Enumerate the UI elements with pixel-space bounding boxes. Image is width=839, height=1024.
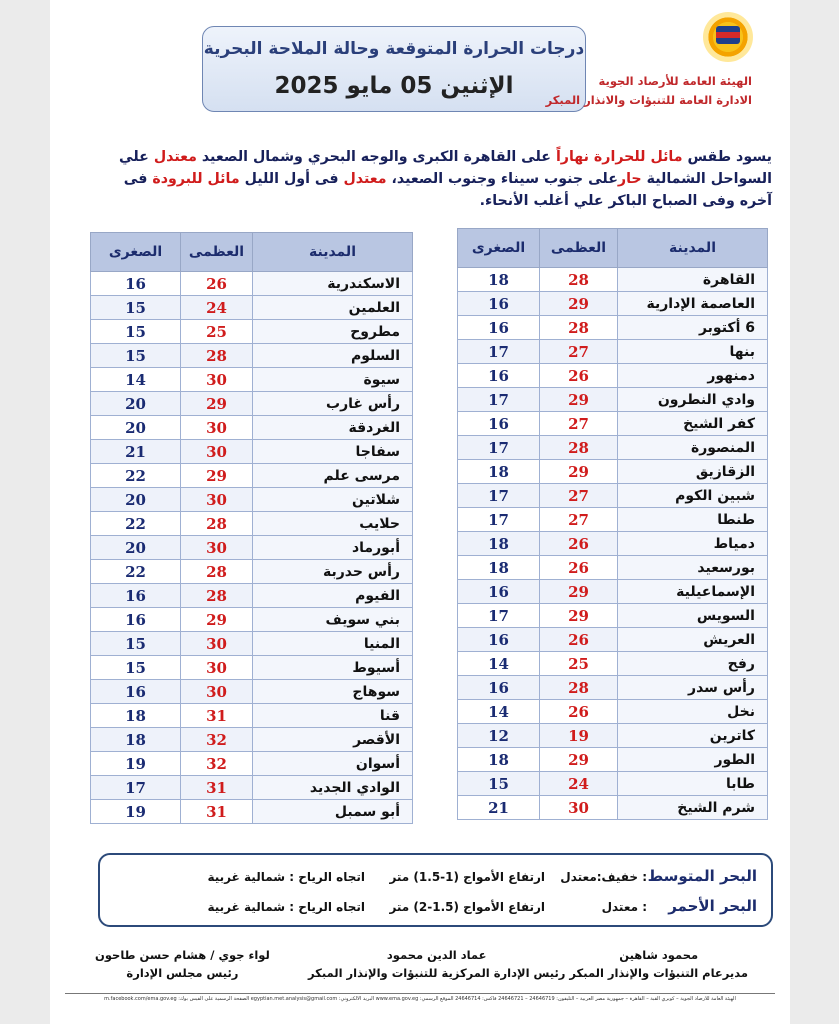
org-department: الادارة العامة للتنبؤات والانذار المبكر bbox=[545, 93, 752, 107]
max-temp: 28 bbox=[181, 512, 253, 536]
min-temp: 15 bbox=[458, 772, 540, 796]
city-row bbox=[91, 608, 413, 632]
max-temp: 19 bbox=[540, 724, 618, 748]
city-row bbox=[458, 580, 768, 604]
city-row bbox=[91, 272, 413, 296]
wind-direction: اتجاه الرياح : شمالية غربية bbox=[207, 870, 365, 884]
max-temp: 28 bbox=[540, 316, 618, 340]
max-temp: 31 bbox=[181, 704, 253, 728]
wind-direction: اتجاه الرياح : شمالية غربية bbox=[207, 900, 365, 914]
max-temp: 30 bbox=[181, 656, 253, 680]
max-temp: 29 bbox=[540, 388, 618, 412]
city-row bbox=[458, 316, 768, 340]
col-header-min: الصغرى bbox=[91, 233, 181, 272]
sea-state: : خفيف:معتدل bbox=[560, 870, 647, 884]
min-temp: 15 bbox=[91, 296, 181, 320]
title-box bbox=[202, 26, 586, 112]
city-name: الأقصر bbox=[253, 728, 413, 752]
max-temp: 30 bbox=[181, 416, 253, 440]
signature-left bbox=[95, 948, 270, 980]
city-row bbox=[458, 436, 768, 460]
max-temp: 26 bbox=[540, 628, 618, 652]
max-temp: 32 bbox=[181, 752, 253, 776]
max-temp: 30 bbox=[181, 368, 253, 392]
city-row bbox=[458, 556, 768, 580]
bulletin-date: الإثنين 05 مايو 2025 bbox=[274, 73, 514, 99]
min-temp: 16 bbox=[458, 316, 540, 340]
max-temp: 27 bbox=[540, 484, 618, 508]
min-temp: 14 bbox=[458, 700, 540, 724]
min-temp: 17 bbox=[458, 436, 540, 460]
city-name: رفح bbox=[618, 652, 768, 676]
max-temp: 29 bbox=[540, 460, 618, 484]
min-temp: 19 bbox=[91, 752, 181, 776]
city-row bbox=[91, 752, 413, 776]
city-row bbox=[91, 416, 413, 440]
col-header-min: الصغرى bbox=[458, 229, 540, 268]
max-temp: 24 bbox=[540, 772, 618, 796]
city-row bbox=[458, 388, 768, 412]
footer-divider bbox=[65, 993, 775, 994]
max-temp: 27 bbox=[540, 508, 618, 532]
city-row bbox=[458, 508, 768, 532]
sea-name: البحر المتوسط bbox=[647, 867, 757, 885]
city-row bbox=[458, 652, 768, 676]
city-row bbox=[91, 656, 413, 680]
max-temp: 25 bbox=[181, 320, 253, 344]
signatory-name: عماد الدين محمود bbox=[386, 948, 487, 962]
city-name: شرم الشيخ bbox=[618, 796, 768, 820]
min-temp: 21 bbox=[458, 796, 540, 820]
city-name: نخل bbox=[618, 700, 768, 724]
min-temp: 18 bbox=[91, 704, 181, 728]
max-temp: 30 bbox=[181, 536, 253, 560]
city-row bbox=[91, 464, 413, 488]
min-temp: 20 bbox=[91, 416, 181, 440]
bulletin-title: درجات الحرارة المتوقعة وحالة الملاحة البحرية bbox=[203, 39, 585, 59]
city-row bbox=[458, 292, 768, 316]
city-row bbox=[91, 296, 413, 320]
min-temp: 17 bbox=[91, 776, 181, 800]
max-temp: 26 bbox=[540, 556, 618, 580]
city-row bbox=[458, 796, 768, 820]
city-name: الاسكندرية bbox=[253, 272, 413, 296]
min-temp: 16 bbox=[91, 584, 181, 608]
city-name: السويس bbox=[618, 604, 768, 628]
city-name: رأس حدربة bbox=[253, 560, 413, 584]
max-temp: 30 bbox=[540, 796, 618, 820]
col-header-city: المدينة bbox=[253, 233, 413, 272]
city-name: الفيوم bbox=[253, 584, 413, 608]
city-row bbox=[91, 704, 413, 728]
city-name: وادي النطرون bbox=[618, 388, 768, 412]
max-temp: 28 bbox=[181, 584, 253, 608]
min-temp: 16 bbox=[458, 364, 540, 388]
city-row bbox=[91, 632, 413, 656]
signatory-name: لواء جوي / هشام حسن طاحون bbox=[95, 948, 270, 962]
col-header-max: العظمى bbox=[540, 229, 618, 268]
city-name: طابا bbox=[618, 772, 768, 796]
max-temp: 27 bbox=[540, 412, 618, 436]
city-name: كفر الشيخ bbox=[618, 412, 768, 436]
max-temp: 26 bbox=[540, 364, 618, 388]
city-name: كاترين bbox=[618, 724, 768, 748]
city-row bbox=[458, 748, 768, 772]
min-temp: 16 bbox=[458, 580, 540, 604]
city-name: مرسى علم bbox=[253, 464, 413, 488]
city-name: المنيا bbox=[253, 632, 413, 656]
city-row bbox=[91, 560, 413, 584]
max-temp: 30 bbox=[181, 632, 253, 656]
max-temp: 28 bbox=[540, 268, 618, 292]
ema-logo-icon bbox=[703, 12, 753, 62]
max-temp: 29 bbox=[540, 580, 618, 604]
max-temp: 30 bbox=[181, 680, 253, 704]
sea-row-red-sea bbox=[100, 897, 771, 919]
min-temp: 22 bbox=[91, 512, 181, 536]
city-row bbox=[458, 676, 768, 700]
min-temp: 17 bbox=[458, 508, 540, 532]
min-temp: 16 bbox=[458, 412, 540, 436]
city-name: الوادي الجديد bbox=[253, 776, 413, 800]
max-temp: 24 bbox=[181, 296, 253, 320]
min-temp: 17 bbox=[458, 604, 540, 628]
city-name: أبورماد bbox=[253, 536, 413, 560]
min-temp: 17 bbox=[458, 388, 540, 412]
city-row bbox=[91, 776, 413, 800]
city-name: السلوم bbox=[253, 344, 413, 368]
city-name: رأس سدر bbox=[618, 676, 768, 700]
city-name: 6 أكتوبر bbox=[618, 316, 768, 340]
city-row bbox=[458, 532, 768, 556]
max-temp: 26 bbox=[540, 700, 618, 724]
min-temp: 18 bbox=[458, 748, 540, 772]
max-temp: 28 bbox=[540, 436, 618, 460]
min-temp: 20 bbox=[91, 488, 181, 512]
temperature-table-right bbox=[457, 228, 768, 820]
min-temp: 18 bbox=[458, 460, 540, 484]
city-row bbox=[91, 344, 413, 368]
min-temp: 20 bbox=[91, 536, 181, 560]
city-name: سوهاج bbox=[253, 680, 413, 704]
min-temp: 14 bbox=[458, 652, 540, 676]
footer-contact: الهيئة العامة للأرصاد الجوية – كوبري القبة – القاهرة – جمهورية مصر العربية – التليفون: 24646719 – 24646721 فاكس: 24646714 الموقع الرسمي: www.ema.gov.eg البريد الالكتروني: egyptian.met.analysis@gmail.com الصفحة الرسمية على الفيس بوك: m.facebook.com/ema.gov.eg bbox=[104, 996, 736, 1002]
city-name: الغردقة bbox=[253, 416, 413, 440]
min-temp: 18 bbox=[458, 556, 540, 580]
min-temp: 16 bbox=[91, 680, 181, 704]
city-row bbox=[458, 772, 768, 796]
city-name: شبين الكوم bbox=[618, 484, 768, 508]
min-temp: 22 bbox=[91, 464, 181, 488]
col-header-city: المدينة bbox=[618, 229, 768, 268]
city-row bbox=[458, 412, 768, 436]
min-temp: 18 bbox=[458, 532, 540, 556]
sea-row-mediterranean bbox=[100, 867, 771, 889]
min-temp: 16 bbox=[91, 608, 181, 632]
sea-name: البحر الأحمر bbox=[668, 897, 757, 915]
max-temp: 28 bbox=[181, 560, 253, 584]
min-temp: 16 bbox=[91, 272, 181, 296]
min-temp: 12 bbox=[458, 724, 540, 748]
wave-height: ارتفاع الأمواج (1-1.5) متر bbox=[389, 870, 545, 884]
bulletin-page bbox=[50, 0, 790, 1024]
city-name: العريش bbox=[618, 628, 768, 652]
city-name: رأس غارب bbox=[253, 392, 413, 416]
max-temp: 26 bbox=[181, 272, 253, 296]
city-name: دمنهور bbox=[618, 364, 768, 388]
city-name: أسيوط bbox=[253, 656, 413, 680]
max-temp: 29 bbox=[181, 392, 253, 416]
city-name: حلايب bbox=[253, 512, 413, 536]
city-row bbox=[458, 340, 768, 364]
signatory-title: رئيس الإدارة المركزية للتنبؤات والإنذار المبكر bbox=[308, 966, 566, 980]
min-temp: 22 bbox=[91, 560, 181, 584]
max-temp: 29 bbox=[540, 292, 618, 316]
min-temp: 19 bbox=[91, 800, 181, 824]
signature-middle bbox=[308, 948, 565, 980]
city-name: الزقازيق bbox=[618, 460, 768, 484]
sea-state: : معتدل bbox=[601, 900, 647, 914]
city-row bbox=[91, 320, 413, 344]
city-name: الطور bbox=[618, 748, 768, 772]
max-temp: 29 bbox=[540, 748, 618, 772]
city-name: دمياط bbox=[618, 532, 768, 556]
max-temp: 31 bbox=[181, 776, 253, 800]
city-name: بنها bbox=[618, 340, 768, 364]
city-row bbox=[458, 604, 768, 628]
city-name: أسوان bbox=[253, 752, 413, 776]
max-temp: 30 bbox=[181, 440, 253, 464]
city-row bbox=[458, 364, 768, 388]
min-temp: 17 bbox=[458, 340, 540, 364]
max-temp: 26 bbox=[540, 532, 618, 556]
temperature-table-left bbox=[90, 232, 413, 824]
city-name: العاصمة الإدارية bbox=[618, 292, 768, 316]
wave-height: ارتفاع الأمواج (1.5-2) متر bbox=[389, 900, 545, 914]
col-header-max: العظمى bbox=[181, 233, 253, 272]
city-row bbox=[91, 800, 413, 824]
signatory-title: مديرعام التنبؤات والإنذار المبكر bbox=[569, 966, 748, 980]
city-row bbox=[91, 440, 413, 464]
city-name: المنصورة bbox=[618, 436, 768, 460]
min-temp: 14 bbox=[91, 368, 181, 392]
min-temp: 15 bbox=[91, 656, 181, 680]
city-row bbox=[458, 460, 768, 484]
city-row bbox=[91, 512, 413, 536]
max-temp: 30 bbox=[181, 488, 253, 512]
min-temp: 17 bbox=[458, 484, 540, 508]
city-name: العلمين bbox=[253, 296, 413, 320]
city-row bbox=[91, 488, 413, 512]
min-temp: 21 bbox=[91, 440, 181, 464]
city-name: قنا bbox=[253, 704, 413, 728]
city-name: أبو سمبل bbox=[253, 800, 413, 824]
city-name: القاهرة bbox=[618, 268, 768, 292]
min-temp: 18 bbox=[458, 268, 540, 292]
max-temp: 32 bbox=[181, 728, 253, 752]
max-temp: 29 bbox=[181, 608, 253, 632]
signatory-name: محمود شاهين bbox=[619, 948, 699, 962]
city-name: بني سويف bbox=[253, 608, 413, 632]
min-temp: 15 bbox=[91, 344, 181, 368]
city-row bbox=[458, 484, 768, 508]
city-row bbox=[458, 628, 768, 652]
city-row bbox=[458, 700, 768, 724]
city-row bbox=[91, 680, 413, 704]
min-temp: 16 bbox=[458, 628, 540, 652]
min-temp: 20 bbox=[91, 392, 181, 416]
org-name: الهيئة العامة للأرصاد الجوية bbox=[598, 74, 752, 88]
city-name: شلاتين bbox=[253, 488, 413, 512]
max-temp: 28 bbox=[540, 676, 618, 700]
city-name: سيوة bbox=[253, 368, 413, 392]
city-name: مطروح bbox=[253, 320, 413, 344]
city-name: سفاجا bbox=[253, 440, 413, 464]
city-row bbox=[91, 584, 413, 608]
min-temp: 15 bbox=[91, 320, 181, 344]
city-row bbox=[91, 392, 413, 416]
min-temp: 16 bbox=[458, 292, 540, 316]
city-name: الإسماعيلية bbox=[618, 580, 768, 604]
signatory-title: رئيس مجلس الإدارة bbox=[126, 966, 239, 980]
city-row bbox=[91, 368, 413, 392]
max-temp: 27 bbox=[540, 340, 618, 364]
max-temp: 25 bbox=[540, 652, 618, 676]
city-row bbox=[91, 536, 413, 560]
min-temp: 16 bbox=[458, 676, 540, 700]
min-temp: 15 bbox=[91, 632, 181, 656]
city-row bbox=[91, 728, 413, 752]
min-temp: 18 bbox=[91, 728, 181, 752]
max-temp: 29 bbox=[181, 464, 253, 488]
forecast-paragraph: يسود طقس مائل للحرارة نهاراً على القاهرة الكبرى والوجه البحري وشمال الصعيد معتدل علي السواحل الشمالية حارعلى جنوب سيناء وجنوب الصعيد، معتدل فى أول الليل مائل للبرودة فى آخره وفى الصباح الباكر علي أغلب الأنحاء. bbox=[119, 149, 772, 209]
city-name: بورسعيد bbox=[618, 556, 768, 580]
max-temp: 29 bbox=[540, 604, 618, 628]
sea-navigation-box bbox=[98, 853, 773, 927]
max-temp: 31 bbox=[181, 800, 253, 824]
city-name: طنطا bbox=[618, 508, 768, 532]
max-temp: 28 bbox=[181, 344, 253, 368]
signature-right bbox=[569, 948, 748, 980]
city-row bbox=[458, 724, 768, 748]
city-row bbox=[458, 268, 768, 292]
